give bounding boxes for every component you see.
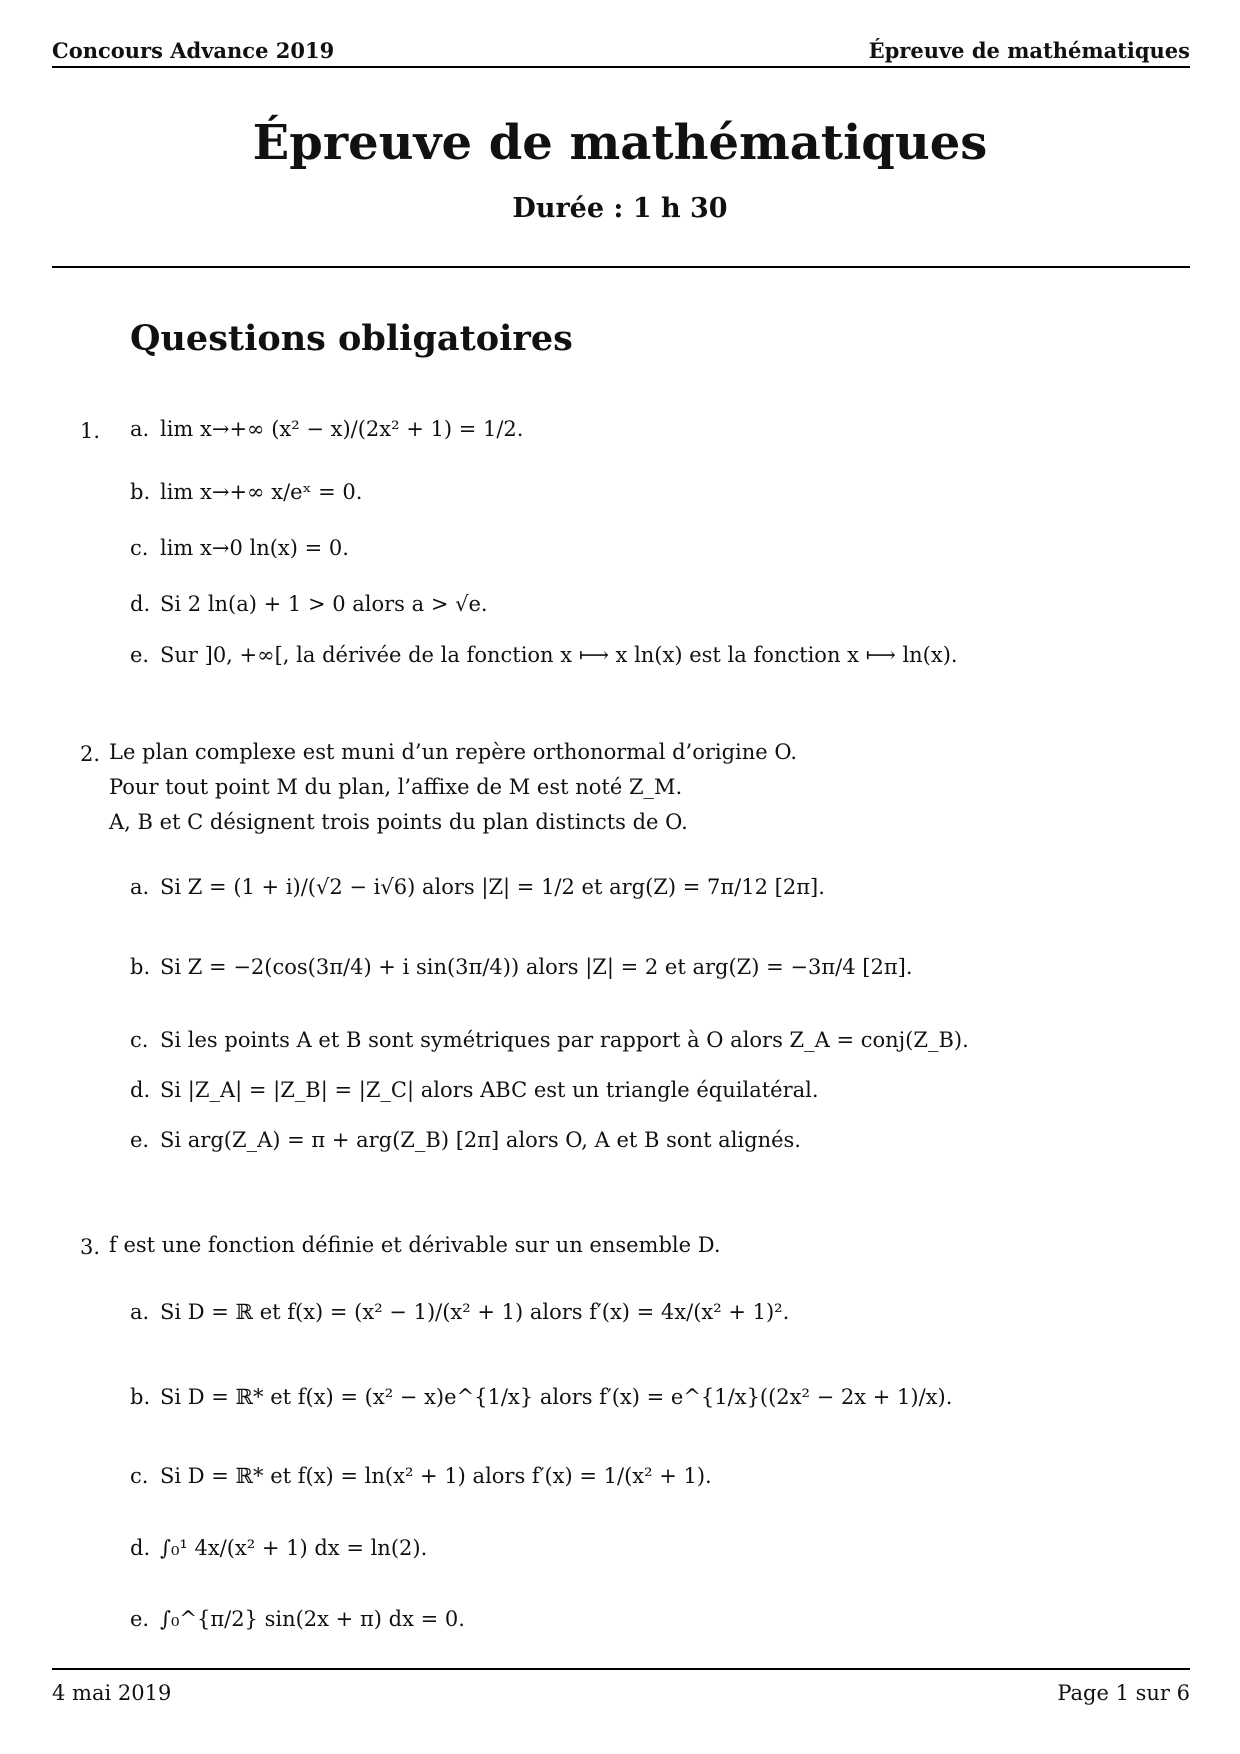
title-rule: [52, 266, 1190, 268]
question-3-item-b: b. Si D = ℝ* et f(x) = (x² − x)e^{1/x} alors f′(x) = e^{1/x}((2x² − 2x + 1)/x).: [130, 1385, 953, 1409]
question-3-item-e: e. ∫₀^{π/2} sin(2x + π) dx = 0.: [130, 1607, 465, 1631]
question-2-intro-1: Le plan complexe est muni d’un repère orthonormal d’origine O.: [109, 740, 798, 764]
question-3-item-a: a. Si D = ℝ et f(x) = (x² − 1)/(x² + 1) alors f′(x) = 4x/(x² + 1)².: [130, 1300, 790, 1324]
question-2-item-b: b. Si Z = −2(cos(3π/4) + i sin(3π/4)) alors |Z| = 2 et arg(Z) = −3π/4 [2π].: [130, 955, 913, 979]
question-3-item-c: c. Si D = ℝ* et f(x) = ln(x² + 1) alors f′(x) = 1/(x² + 1).: [130, 1464, 712, 1488]
question-1-item-c: c. lim x→0 ln(x) = 0.: [130, 536, 349, 560]
question-1-item-a: a. lim x→+∞ (x² − x)/(2x² + 1) = 1/2.: [130, 417, 524, 441]
question-1-item-d: d. Si 2 ln(a) + 1 > 0 alors a > √e.: [130, 592, 488, 616]
header-rule: [52, 66, 1190, 68]
question-1-item-b: b. lim x→+∞ x/eˣ = 0.: [130, 480, 363, 504]
header-right: Épreuve de mathématiques: [868, 38, 1190, 63]
question-3-intro: f est une fonction définie et dérivable sur un ensemble D.: [109, 1233, 721, 1257]
question-3-number: 3.: [80, 1235, 101, 1259]
page-subtitle: Durée : 1 h 30: [512, 193, 728, 224]
page-title: Épreuve de mathématiques: [252, 115, 988, 171]
header-left: Concours Advance 2019: [52, 38, 335, 63]
question-2-intro-2: Pour tout point M du plan, l’affixe de M est noté Z_M.: [109, 775, 683, 799]
question-1-item-e: e. Sur ]0, +∞[, la dérivée de la fonction x ⟼ x ln(x) est la fonction x ⟼ ln(x).: [130, 643, 958, 667]
question-3-item-d: d. ∫₀¹ 4x/(x² + 1) dx = ln(2).: [130, 1536, 428, 1560]
question-1-number: 1.: [80, 419, 101, 443]
question-2-item-c: c. Si les points A et B sont symétriques par rapport à O alors Z_A = conj(Z_B).: [130, 1028, 969, 1052]
question-2-number: 2.: [80, 742, 101, 766]
question-2-intro-3: A, B et C désignent trois points du plan distincts de O.: [109, 810, 688, 834]
footer-date: 4 mai 2019: [52, 1681, 172, 1705]
footer-page-number: Page 1 sur 6: [1057, 1681, 1190, 1705]
footer-rule: [52, 1668, 1190, 1670]
section-title: Questions obligatoires: [130, 318, 573, 359]
question-2-item-d: d. Si |Z_A| = |Z_B| = |Z_C| alors ABC est un triangle équilatéral.: [130, 1078, 819, 1102]
question-2-item-e: e. Si arg(Z_A) = π + arg(Z_B) [2π] alors O, A et B sont alignés.: [130, 1128, 801, 1152]
question-2-item-a: a. Si Z = (1 + i)/(√2 − i√6) alors |Z| = 1/2 et arg(Z) = 7π/12 [2π].: [130, 875, 825, 899]
